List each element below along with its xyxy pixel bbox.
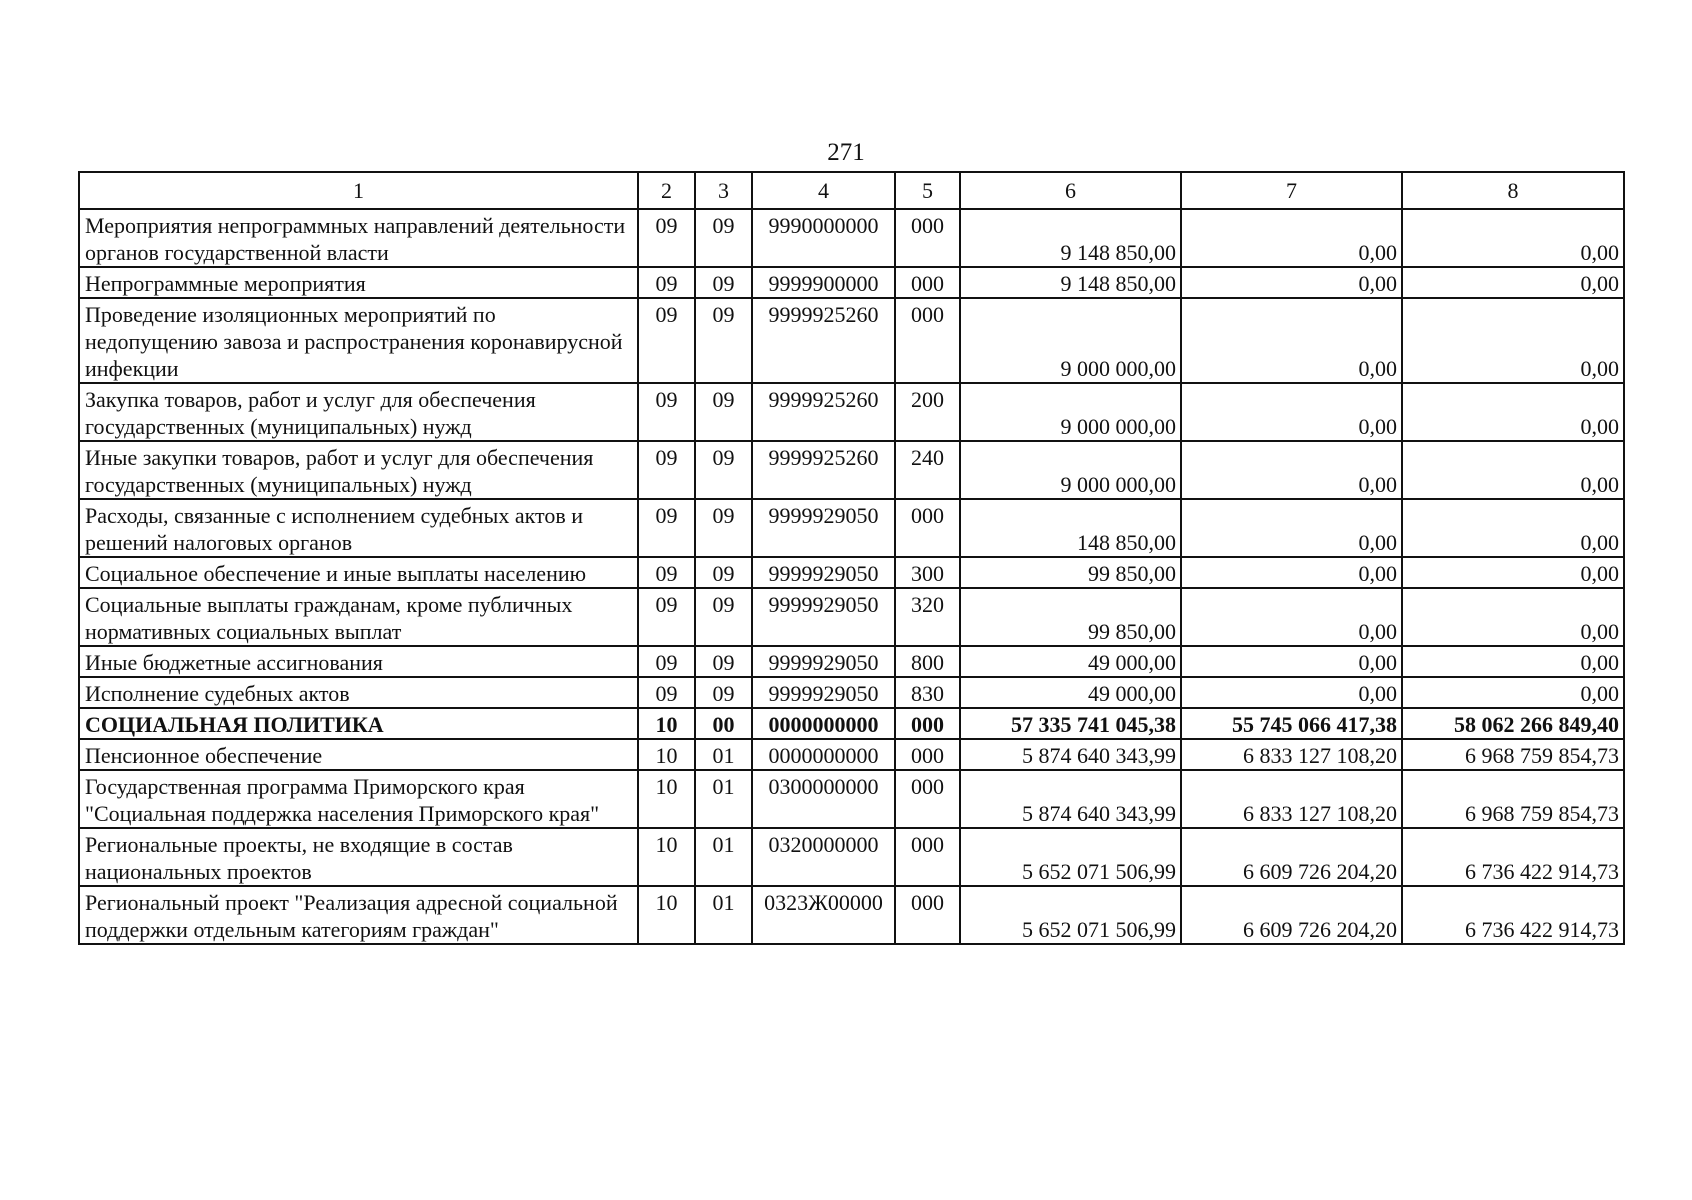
subsection-code-cell: 09 — [695, 499, 752, 557]
amount-col8-cell: 0,00 — [1402, 209, 1624, 267]
subsection-code-cell: 00 — [695, 708, 752, 739]
subsection-code-cell: 09 — [695, 383, 752, 441]
budget-table — [78, 171, 1625, 945]
amount-col7-cell: 6 609 726 204,20 — [1181, 886, 1402, 944]
row-name-cell: Региональные проекты, не входящие в состав национальных проектов — [79, 828, 638, 886]
expense-type-cell: 240 — [895, 441, 960, 499]
amount-col8-cell: 0,00 — [1402, 298, 1624, 383]
column-header-2: 2 — [638, 172, 695, 209]
table-row — [79, 646, 1624, 677]
expense-type-cell: 320 — [895, 588, 960, 646]
column-header-8: 8 — [1402, 172, 1624, 209]
table-row — [79, 441, 1624, 499]
section-code-cell: 10 — [638, 828, 695, 886]
amount-col6-cell: 9 000 000,00 — [960, 298, 1181, 383]
subsection-code-cell: 01 — [695, 828, 752, 886]
amount-col8-cell: 6 968 759 854,73 — [1402, 739, 1624, 770]
section-code-cell: 10 — [638, 739, 695, 770]
row-name-cell: Иные закупки товаров, работ и услуг для обеспечения государственных (муниципальных) нужд — [79, 441, 638, 499]
table-row — [79, 828, 1624, 886]
target-article-cell: 9999929050 — [752, 499, 895, 557]
amount-col7-cell: 0,00 — [1181, 209, 1402, 267]
target-article-cell: 9999929050 — [752, 677, 895, 708]
amount-col8-cell: 0,00 — [1402, 441, 1624, 499]
expense-type-cell: 830 — [895, 677, 960, 708]
target-article-cell: 9999925260 — [752, 441, 895, 499]
table-row — [79, 739, 1624, 770]
amount-col8-cell: 0,00 — [1402, 383, 1624, 441]
amount-col7-cell: 0,00 — [1181, 557, 1402, 588]
section-code-cell: 09 — [638, 298, 695, 383]
target-article-cell: 0000000000 — [752, 739, 895, 770]
amount-col7-cell: 0,00 — [1181, 646, 1402, 677]
table-row — [79, 298, 1624, 383]
amount-col7-cell: 0,00 — [1181, 499, 1402, 557]
row-name-cell: Социальное обеспечение и иные выплаты населению — [79, 557, 638, 588]
target-article-cell: 0000000000 — [752, 708, 895, 739]
row-name-cell: Иные бюджетные ассигнования — [79, 646, 638, 677]
expense-type-cell: 000 — [895, 739, 960, 770]
expense-type-cell: 800 — [895, 646, 960, 677]
row-name-cell: Региональный проект "Реализация адресной социальной поддержки отдельным категориям граждан" — [79, 886, 638, 944]
section-code-cell: 09 — [638, 267, 695, 298]
amount-col8-cell: 58 062 266 849,40 — [1402, 708, 1624, 739]
section-code-cell: 09 — [638, 588, 695, 646]
table-row — [79, 588, 1624, 646]
section-code-cell: 09 — [638, 499, 695, 557]
amount-col8-cell: 0,00 — [1402, 499, 1624, 557]
subsection-code-cell: 09 — [695, 588, 752, 646]
table-row — [79, 499, 1624, 557]
column-header-1: 1 — [79, 172, 638, 209]
subsection-code-cell: 09 — [695, 441, 752, 499]
section-code-cell: 09 — [638, 646, 695, 677]
amount-col6-cell: 5 874 640 343,99 — [960, 739, 1181, 770]
row-name-cell: Пенсионное обеспечение — [79, 739, 638, 770]
expense-type-cell: 000 — [895, 499, 960, 557]
table-row — [79, 886, 1624, 944]
target-article-cell: 9999925260 — [752, 298, 895, 383]
subsection-code-cell: 01 — [695, 739, 752, 770]
target-article-cell: 9999900000 — [752, 267, 895, 298]
amount-col7-cell: 0,00 — [1181, 588, 1402, 646]
amount-col6-cell: 99 850,00 — [960, 588, 1181, 646]
amount-col7-cell: 0,00 — [1181, 441, 1402, 499]
section-code-cell: 09 — [638, 441, 695, 499]
table-header-row — [79, 172, 1624, 209]
amount-col7-cell: 6 833 127 108,20 — [1181, 739, 1402, 770]
row-name-cell: Закупка товаров, работ и услуг для обеспечения государственных (муниципальных) нужд — [79, 383, 638, 441]
subsection-code-cell: 09 — [695, 267, 752, 298]
expense-type-cell: 300 — [895, 557, 960, 588]
amount-col7-cell: 0,00 — [1181, 677, 1402, 708]
table-row — [79, 209, 1624, 267]
section-code-cell: 09 — [638, 677, 695, 708]
subsection-code-cell: 09 — [695, 646, 752, 677]
expense-type-cell: 000 — [895, 267, 960, 298]
column-header-6: 6 — [960, 172, 1181, 209]
column-header-5: 5 — [895, 172, 960, 209]
section-code-cell: 09 — [638, 557, 695, 588]
amount-col6-cell: 57 335 741 045,38 — [960, 708, 1181, 739]
amount-col6-cell: 148 850,00 — [960, 499, 1181, 557]
target-article-cell: 0300000000 — [752, 770, 895, 828]
expense-type-cell: 000 — [895, 708, 960, 739]
target-article-cell: 9999929050 — [752, 557, 895, 588]
row-name-cell: Мероприятия непрограммных направлений деятельности органов государственной власти — [79, 209, 638, 267]
amount-col6-cell: 99 850,00 — [960, 557, 1181, 588]
target-article-cell: 9999929050 — [752, 588, 895, 646]
section-code-cell: 10 — [638, 886, 695, 944]
target-article-cell: 9990000000 — [752, 209, 895, 267]
target-article-cell: 0320000000 — [752, 828, 895, 886]
row-name-cell: Исполнение судебных актов — [79, 677, 638, 708]
table-row — [79, 557, 1624, 588]
page-number: 271 — [827, 139, 865, 166]
expense-type-cell: 200 — [895, 383, 960, 441]
table-row — [79, 770, 1624, 828]
table-row — [79, 677, 1624, 708]
amount-col6-cell: 5 874 640 343,99 — [960, 770, 1181, 828]
amount-col6-cell: 9 000 000,00 — [960, 441, 1181, 499]
amount-col8-cell: 6 736 422 914,73 — [1402, 886, 1624, 944]
subsection-code-cell: 09 — [695, 557, 752, 588]
table-row — [79, 267, 1624, 298]
section-code-cell: 10 — [638, 708, 695, 739]
target-article-cell: 0323Ж00000 — [752, 886, 895, 944]
amount-col6-cell: 49 000,00 — [960, 677, 1181, 708]
amount-col8-cell: 6 736 422 914,73 — [1402, 828, 1624, 886]
row-name-cell: Государственная программа Приморского края "Социальная поддержка населения Приморского края" — [79, 770, 638, 828]
column-header-3: 3 — [695, 172, 752, 209]
subsection-code-cell: 09 — [695, 298, 752, 383]
amount-col8-cell: 0,00 — [1402, 557, 1624, 588]
expense-type-cell: 000 — [895, 828, 960, 886]
target-article-cell: 9999929050 — [752, 646, 895, 677]
amount-col7-cell: 55 745 066 417,38 — [1181, 708, 1402, 739]
row-name-cell: СОЦИАЛЬНАЯ ПОЛИТИКА — [79, 708, 638, 739]
row-name-cell: Расходы, связанные с исполнением судебных актов и решений налоговых органов — [79, 499, 638, 557]
column-header-4: 4 — [752, 172, 895, 209]
row-name-cell: Проведение изоляционных мероприятий по недопущению завоза и распространения коронавирусной инфекции — [79, 298, 638, 383]
amount-col6-cell: 49 000,00 — [960, 646, 1181, 677]
amount-col8-cell: 0,00 — [1402, 677, 1624, 708]
expense-type-cell: 000 — [895, 770, 960, 828]
subsection-code-cell: 09 — [695, 209, 752, 267]
subsection-code-cell: 01 — [695, 886, 752, 944]
amount-col8-cell: 6 968 759 854,73 — [1402, 770, 1624, 828]
amount-col7-cell: 6 609 726 204,20 — [1181, 828, 1402, 886]
column-header-7: 7 — [1181, 172, 1402, 209]
amount-col6-cell: 9 148 850,00 — [960, 267, 1181, 298]
section-code-cell: 10 — [638, 770, 695, 828]
amount-col6-cell: 9 148 850,00 — [960, 209, 1181, 267]
amount-col7-cell: 0,00 — [1181, 298, 1402, 383]
table-row — [79, 708, 1624, 739]
amount-col7-cell: 0,00 — [1181, 383, 1402, 441]
amount-col6-cell: 5 652 071 506,99 — [960, 828, 1181, 886]
expense-type-cell: 000 — [895, 298, 960, 383]
row-name-cell: Социальные выплаты гражданам, кроме публичных нормативных социальных выплат — [79, 588, 638, 646]
target-article-cell: 9999925260 — [752, 383, 895, 441]
amount-col7-cell: 6 833 127 108,20 — [1181, 770, 1402, 828]
amount-col6-cell: 9 000 000,00 — [960, 383, 1181, 441]
table-row — [79, 383, 1624, 441]
section-code-cell: 09 — [638, 383, 695, 441]
amount-col6-cell: 5 652 071 506,99 — [960, 886, 1181, 944]
section-code-cell: 09 — [638, 209, 695, 267]
expense-type-cell: 000 — [895, 209, 960, 267]
row-name-cell: Непрограммные мероприятия — [79, 267, 638, 298]
subsection-code-cell: 01 — [695, 770, 752, 828]
expense-type-cell: 000 — [895, 886, 960, 944]
amount-col8-cell: 0,00 — [1402, 588, 1624, 646]
amount-col8-cell: 0,00 — [1402, 267, 1624, 298]
amount-col7-cell: 0,00 — [1181, 267, 1402, 298]
amount-col8-cell: 0,00 — [1402, 646, 1624, 677]
subsection-code-cell: 09 — [695, 677, 752, 708]
